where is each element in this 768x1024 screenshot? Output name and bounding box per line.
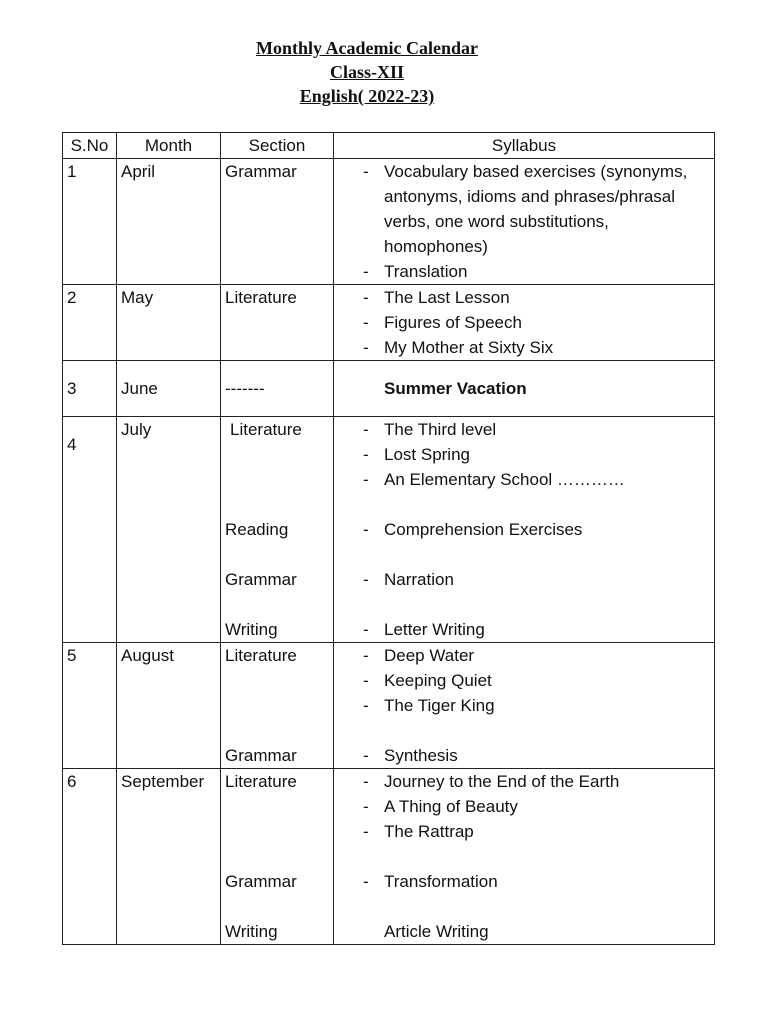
sno-value: 4 [67, 435, 77, 454]
month-cell: August [117, 643, 221, 769]
syllabus-item: - Synthesis [338, 743, 710, 768]
section-name: Literature [230, 420, 302, 439]
syllabus-item: - Deep Water [338, 643, 710, 668]
spacer [338, 894, 710, 919]
month-cell: September [117, 769, 221, 945]
syllabus-item: - Vocabulary based exercises (synonyms, antonyms, idioms and phrases/phrasal verbs, one word substitutions, homophones) [338, 159, 710, 259]
table-row [63, 159, 715, 285]
spacer [338, 718, 710, 743]
section-name: Literature [225, 646, 297, 665]
month-cell [117, 361, 221, 417]
syllabus-item: - My Mother at Sixty Six [338, 335, 710, 360]
subject-year: English( 2022-23) [299, 86, 435, 106]
table-row [63, 769, 715, 945]
section-name: Grammar [225, 872, 297, 891]
document-header [0, 36, 734, 108]
sno-cell: 1 [63, 159, 117, 285]
syllabus-cell [334, 285, 715, 361]
syllabus-cell [334, 643, 715, 769]
syllabus-item: Summer Vacation [384, 379, 527, 398]
syllabus-cell [334, 159, 715, 285]
section-name: Literature [225, 288, 297, 307]
section-name: Reading [225, 520, 289, 539]
table-header-row [63, 133, 715, 159]
document-title: Monthly Academic Calendar [256, 38, 478, 58]
section-cell [221, 361, 334, 417]
syllabus-item: - Lost Spring [338, 442, 710, 467]
section-name: ------- [225, 379, 265, 398]
month-cell: April [117, 159, 221, 285]
syllabus-item: - Letter Writing [338, 617, 710, 642]
section-name: Writing [225, 922, 278, 941]
month-value: June [121, 379, 158, 398]
section-cell [221, 769, 334, 945]
syllabus-item: - Translation [338, 259, 710, 284]
syllabus-item: - Transformation [338, 869, 710, 894]
section-name: Writing [225, 620, 278, 639]
table-row [63, 643, 715, 769]
spacer [338, 492, 710, 517]
class-label: Class-XII [329, 62, 404, 82]
syllabus-cell [334, 361, 715, 417]
syllabus-item: - The Rattrap [338, 819, 710, 844]
spacer [338, 542, 710, 567]
syllabus-item: Article Writing [384, 922, 489, 941]
calendar-table [62, 132, 715, 945]
section-name: Grammar [225, 746, 297, 765]
section-cell [221, 417, 334, 643]
syllabus-item: - A Thing of Beauty [338, 794, 710, 819]
syllabus-item: - Keeping Quiet [338, 668, 710, 693]
table-row [63, 361, 715, 417]
table-row [63, 417, 715, 643]
sno-cell [63, 417, 117, 643]
section-name: Literature [225, 772, 297, 791]
syllabus-cell [334, 417, 715, 643]
syllabus-item: - The Third level [338, 417, 710, 442]
sno-cell: 2 [63, 285, 117, 361]
syllabus-cell [334, 769, 715, 945]
syllabus-item: - The Last Lesson [338, 285, 710, 310]
month-cell: May [117, 285, 221, 361]
syllabus-item: - An Elementary School ………… [338, 467, 710, 492]
sno-cell [63, 361, 117, 417]
sno-value: 3 [67, 379, 77, 398]
table-row [63, 285, 715, 361]
col-header-section: Section [221, 133, 334, 159]
syllabus-item: - The Tiger King [338, 693, 710, 718]
section-cell [221, 159, 334, 285]
syllabus-item: - Figures of Speech [338, 310, 710, 335]
sno-cell: 5 [63, 643, 117, 769]
section-name: Grammar [225, 162, 297, 181]
col-header-month: Month [117, 133, 221, 159]
section-name: Grammar [225, 570, 297, 589]
col-header-sno: S.No [63, 133, 117, 159]
spacer [338, 592, 710, 617]
section-cell [221, 643, 334, 769]
syllabus-item: - Comprehension Exercises [338, 517, 710, 542]
syllabus-item: - Journey to the End of the Earth [338, 769, 710, 794]
section-cell [221, 285, 334, 361]
month-cell: July [117, 417, 221, 643]
spacer [338, 844, 710, 869]
col-header-syllabus: Syllabus [334, 133, 715, 159]
sno-cell: 6 [63, 769, 117, 945]
syllabus-item: - Narration [338, 567, 710, 592]
